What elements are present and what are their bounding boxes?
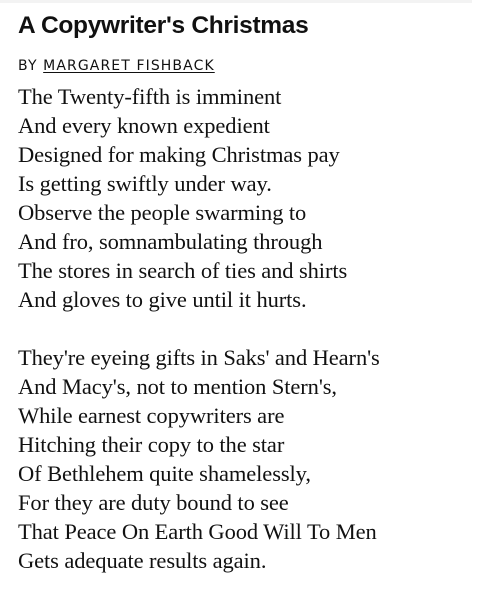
article-title: A Copywriter's Christmas: [18, 12, 309, 39]
top-divider: [0, 0, 472, 3]
poem-line: The Twenty-fifth is imminent: [18, 84, 282, 109]
byline-prefix: BY: [18, 58, 38, 74]
poem-line: Of Bethlehem quite shamelessly,: [18, 461, 311, 486]
article: [18, 11, 473, 575]
poem-line: And Macy's, not to mention Stern's,: [18, 374, 337, 399]
poem-line: Gets adequate results again.: [18, 548, 267, 573]
poem-body: [18, 82, 473, 575]
byline: [18, 58, 473, 74]
poem-line: Observe the people swarming to: [18, 200, 307, 225]
poem-line: The stores in search of ties and shirts: [18, 258, 348, 283]
stanza-1: [18, 82, 473, 314]
poem-line: For they are duty bound to see: [18, 490, 289, 515]
author-link[interactable]: MARGARET FISHBACK: [43, 58, 215, 74]
poem-line: That Peace On Earth Good Will To Men: [18, 519, 377, 544]
poem-line: They're eyeing gifts in Saks' and Hearn's: [18, 345, 380, 370]
poem-line: Is getting swiftly under way.: [18, 171, 272, 196]
poem-line: Designed for making Christmas pay: [18, 142, 340, 167]
poem-line: And fro, somnambulating through: [18, 229, 323, 254]
poem-line: And every known expedient: [18, 113, 270, 138]
poem-line: Hitching their copy to the star: [18, 432, 285, 457]
poem-line: While earnest copywriters are: [18, 403, 285, 428]
poem-line: And gloves to give until it hurts.: [18, 287, 307, 312]
stanza-2: [18, 343, 473, 575]
